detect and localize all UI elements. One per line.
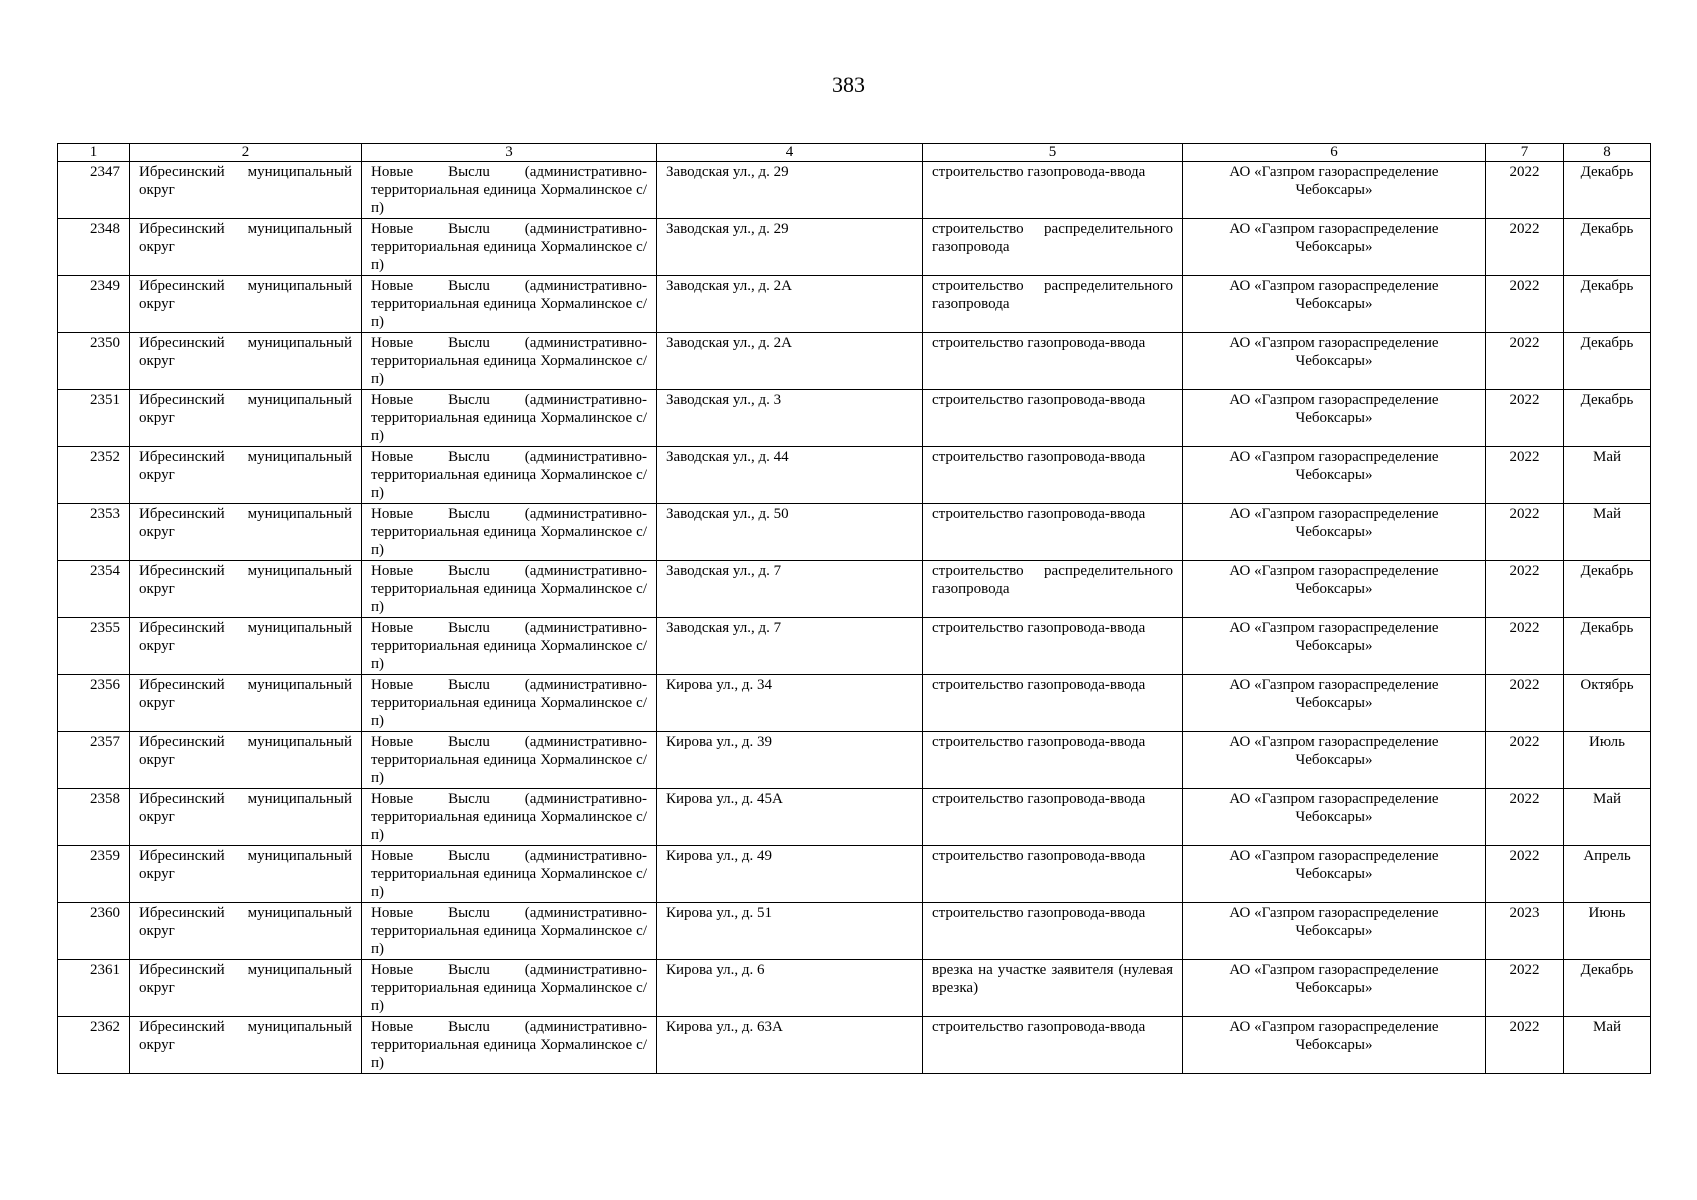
- month-cell: Декабрь: [1564, 219, 1651, 276]
- month-cell: Декабрь: [1564, 162, 1651, 219]
- work-type-cell: строительство газопровода-ввода: [923, 504, 1183, 561]
- month-cell: Октябрь: [1564, 675, 1651, 732]
- row-number-cell: 2362: [58, 1017, 130, 1074]
- column-header: 7: [1486, 144, 1564, 162]
- organization-cell: АО «Газпром газораспределение Чебоксары»: [1183, 333, 1486, 390]
- organization-cell: АО «Газпром газораспределение Чебоксары»: [1183, 903, 1486, 960]
- column-header: 8: [1564, 144, 1651, 162]
- locality-cell: Новые Выслu (административно-территориальная единица Хормалинское с/п): [362, 504, 657, 561]
- table-row: [58, 1017, 1651, 1074]
- district-cell: Ибресинский муниципальный округ: [130, 276, 362, 333]
- address-cell: Заводская ул., д. 3: [657, 390, 923, 447]
- work-type-cell: строительство распределительного газопровода: [923, 561, 1183, 618]
- address-cell: Заводская ул., д. 44: [657, 447, 923, 504]
- locality-cell: Новые Выслu (административно-территориальная единица Хормалинское с/п): [362, 1017, 657, 1074]
- row-number-cell: 2358: [58, 789, 130, 846]
- work-type-cell: строительство газопровода-ввода: [923, 732, 1183, 789]
- address-cell: Заводская ул., д. 7: [657, 618, 923, 675]
- year-cell: 2022: [1486, 504, 1564, 561]
- organization-cell: АО «Газпром газораспределение Чебоксары»: [1183, 618, 1486, 675]
- address-cell: Заводская ул., д. 2А: [657, 276, 923, 333]
- month-cell: Декабрь: [1564, 561, 1651, 618]
- district-cell: Ибресинский муниципальный округ: [130, 504, 362, 561]
- month-cell: Июль: [1564, 732, 1651, 789]
- locality-cell: Новые Выслu (административно-территориальная единица Хормалинское с/п): [362, 276, 657, 333]
- column-header: 4: [657, 144, 923, 162]
- table-row: [58, 447, 1651, 504]
- work-type-cell: строительство газопровода-ввода: [923, 903, 1183, 960]
- work-type-cell: строительство распределительного газопровода: [923, 219, 1183, 276]
- district-cell: Ибресинский муниципальный округ: [130, 903, 362, 960]
- row-number-cell: 2360: [58, 903, 130, 960]
- address-cell: Заводская ул., д. 29: [657, 219, 923, 276]
- year-cell: 2022: [1486, 789, 1564, 846]
- address-cell: Заводская ул., д. 50: [657, 504, 923, 561]
- work-type-cell: строительство газопровода-ввода: [923, 162, 1183, 219]
- column-number-row: [58, 144, 1651, 162]
- district-cell: Ибресинский муниципальный округ: [130, 789, 362, 846]
- district-cell: Ибресинский муниципальный округ: [130, 960, 362, 1017]
- organization-cell: АО «Газпром газораспределение Чебоксары»: [1183, 675, 1486, 732]
- organization-cell: АО «Газпром газораспределение Чебоксары»: [1183, 732, 1486, 789]
- row-number-cell: 2354: [58, 561, 130, 618]
- year-cell: 2022: [1486, 960, 1564, 1017]
- organization-cell: АО «Газпром газораспределение Чебоксары»: [1183, 561, 1486, 618]
- district-cell: Ибресинский муниципальный округ: [130, 390, 362, 447]
- district-cell: Ибресинский муниципальный округ: [130, 219, 362, 276]
- register-table: [57, 143, 1651, 1074]
- table-row: [58, 561, 1651, 618]
- year-cell: 2022: [1486, 846, 1564, 903]
- work-type-cell: строительство газопровода-ввода: [923, 1017, 1183, 1074]
- month-cell: Июнь: [1564, 903, 1651, 960]
- table-row: [58, 333, 1651, 390]
- organization-cell: АО «Газпром газораспределение Чебоксары»: [1183, 504, 1486, 561]
- work-type-cell: строительство газопровода-ввода: [923, 618, 1183, 675]
- table-row: [58, 390, 1651, 447]
- address-cell: Кирова ул., д. 51: [657, 903, 923, 960]
- table-row: [58, 618, 1651, 675]
- year-cell: 2022: [1486, 618, 1564, 675]
- row-number-cell: 2348: [58, 219, 130, 276]
- row-number-cell: 2361: [58, 960, 130, 1017]
- table-row: [58, 846, 1651, 903]
- year-cell: 2022: [1486, 732, 1564, 789]
- table-row: [58, 903, 1651, 960]
- row-number-cell: 2352: [58, 447, 130, 504]
- district-cell: Ибресинский муниципальный округ: [130, 1017, 362, 1074]
- organization-cell: АО «Газпром газораспределение Чебоксары»: [1183, 789, 1486, 846]
- work-type-cell: строительство газопровода-ввода: [923, 447, 1183, 504]
- table-row: [58, 789, 1651, 846]
- table-row: [58, 504, 1651, 561]
- address-cell: Кирова ул., д. 49: [657, 846, 923, 903]
- locality-cell: Новые Выслu (административно-территориальная единица Хормалинское с/п): [362, 219, 657, 276]
- district-cell: Ибресинский муниципальный округ: [130, 846, 362, 903]
- district-cell: Ибресинский муниципальный округ: [130, 618, 362, 675]
- column-header: 3: [362, 144, 657, 162]
- district-cell: Ибресинский муниципальный округ: [130, 561, 362, 618]
- row-number-cell: 2359: [58, 846, 130, 903]
- table-row: [58, 675, 1651, 732]
- row-number-cell: 2355: [58, 618, 130, 675]
- table-body: [58, 162, 1651, 1074]
- month-cell: Апрель: [1564, 846, 1651, 903]
- address-cell: Заводская ул., д. 7: [657, 561, 923, 618]
- row-number-cell: 2351: [58, 390, 130, 447]
- work-type-cell: строительство газопровода-ввода: [923, 333, 1183, 390]
- month-cell: Май: [1564, 1017, 1651, 1074]
- month-cell: Май: [1564, 789, 1651, 846]
- locality-cell: Новые Выслu (административно-территориальная единица Хормалинское с/п): [362, 732, 657, 789]
- year-cell: 2022: [1486, 276, 1564, 333]
- month-cell: Декабрь: [1564, 390, 1651, 447]
- year-cell: 2022: [1486, 219, 1564, 276]
- locality-cell: Новые Выслu (административно-территориальная единица Хормалинское с/п): [362, 447, 657, 504]
- locality-cell: Новые Выслu (административно-территориальная единица Хормалинское с/п): [362, 960, 657, 1017]
- address-cell: Кирова ул., д. 63А: [657, 1017, 923, 1074]
- work-type-cell: строительство распределительного газопровода: [923, 276, 1183, 333]
- organization-cell: АО «Газпром газораспределение Чебоксары»: [1183, 276, 1486, 333]
- column-header: 1: [58, 144, 130, 162]
- row-number-cell: 2349: [58, 276, 130, 333]
- month-cell: Декабрь: [1564, 618, 1651, 675]
- work-type-cell: строительство газопровода-ввода: [923, 789, 1183, 846]
- month-cell: Декабрь: [1564, 960, 1651, 1017]
- address-cell: Кирова ул., д. 6: [657, 960, 923, 1017]
- organization-cell: АО «Газпром газораспределение Чебоксары»: [1183, 447, 1486, 504]
- year-cell: 2022: [1486, 447, 1564, 504]
- year-cell: 2022: [1486, 561, 1564, 618]
- page-number: 383: [832, 72, 865, 97]
- year-cell: 2022: [1486, 162, 1564, 219]
- organization-cell: АО «Газпром газораспределение Чебоксары»: [1183, 1017, 1486, 1074]
- month-cell: Декабрь: [1564, 276, 1651, 333]
- district-cell: Ибресинский муниципальный округ: [130, 162, 362, 219]
- address-cell: Кирова ул., д. 34: [657, 675, 923, 732]
- address-cell: Заводская ул., д. 29: [657, 162, 923, 219]
- year-cell: 2022: [1486, 390, 1564, 447]
- table-row: [58, 162, 1651, 219]
- table-row: [58, 960, 1651, 1017]
- locality-cell: Новые Выслu (административно-территориальная единица Хормалинское с/п): [362, 846, 657, 903]
- row-number-cell: 2353: [58, 504, 130, 561]
- organization-cell: АО «Газпром газораспределение Чебоксары»: [1183, 219, 1486, 276]
- locality-cell: Новые Выслu (административно-территориальная единица Хормалинское с/п): [362, 162, 657, 219]
- row-number-cell: 2350: [58, 333, 130, 390]
- table-row: [58, 732, 1651, 789]
- locality-cell: Новые Выслu (административно-территориальная единица Хормалинское с/п): [362, 789, 657, 846]
- column-header: 2: [130, 144, 362, 162]
- organization-cell: АО «Газпром газораспределение Чебоксары»: [1183, 960, 1486, 1017]
- address-cell: Кирова ул., д. 45А: [657, 789, 923, 846]
- organization-cell: АО «Газпром газораспределение Чебоксары»: [1183, 390, 1486, 447]
- year-cell: 2022: [1486, 333, 1564, 390]
- address-cell: Кирова ул., д. 39: [657, 732, 923, 789]
- row-number-cell: 2357: [58, 732, 130, 789]
- year-cell: 2022: [1486, 1017, 1564, 1074]
- work-type-cell: врезка на участке заявителя (нулевая врезка): [923, 960, 1183, 1017]
- column-header: 6: [1183, 144, 1486, 162]
- column-header: 5: [923, 144, 1183, 162]
- row-number-cell: 2347: [58, 162, 130, 219]
- year-cell: 2023: [1486, 903, 1564, 960]
- district-cell: Ибресинский муниципальный округ: [130, 447, 362, 504]
- month-cell: Май: [1564, 504, 1651, 561]
- work-type-cell: строительство газопровода-ввода: [923, 846, 1183, 903]
- district-cell: Ибресинский муниципальный округ: [130, 675, 362, 732]
- locality-cell: Новые Выслu (административно-территориальная единица Хормалинское с/п): [362, 675, 657, 732]
- work-type-cell: строительство газопровода-ввода: [923, 390, 1183, 447]
- locality-cell: Новые Выслu (административно-территориальная единица Хормалинское с/п): [362, 390, 657, 447]
- address-cell: Заводская ул., д. 2А: [657, 333, 923, 390]
- locality-cell: Новые Выслu (административно-территориальная единица Хормалинское с/п): [362, 333, 657, 390]
- row-number-cell: 2356: [58, 675, 130, 732]
- organization-cell: АО «Газпром газораспределение Чебоксары»: [1183, 162, 1486, 219]
- locality-cell: Новые Выслu (административно-территориальная единица Хормалинское с/п): [362, 618, 657, 675]
- year-cell: 2022: [1486, 675, 1564, 732]
- organization-cell: АО «Газпром газораспределение Чебоксары»: [1183, 846, 1486, 903]
- table-row: [58, 219, 1651, 276]
- work-type-cell: строительство газопровода-ввода: [923, 675, 1183, 732]
- table-row: [58, 276, 1651, 333]
- locality-cell: Новые Выслu (административно-территориальная единица Хормалинское с/п): [362, 561, 657, 618]
- month-cell: Декабрь: [1564, 333, 1651, 390]
- district-cell: Ибресинский муниципальный округ: [130, 333, 362, 390]
- district-cell: Ибресинский муниципальный округ: [130, 732, 362, 789]
- locality-cell: Новые Выслu (административно-территориальная единица Хормалинское с/п): [362, 903, 657, 960]
- month-cell: Май: [1564, 447, 1651, 504]
